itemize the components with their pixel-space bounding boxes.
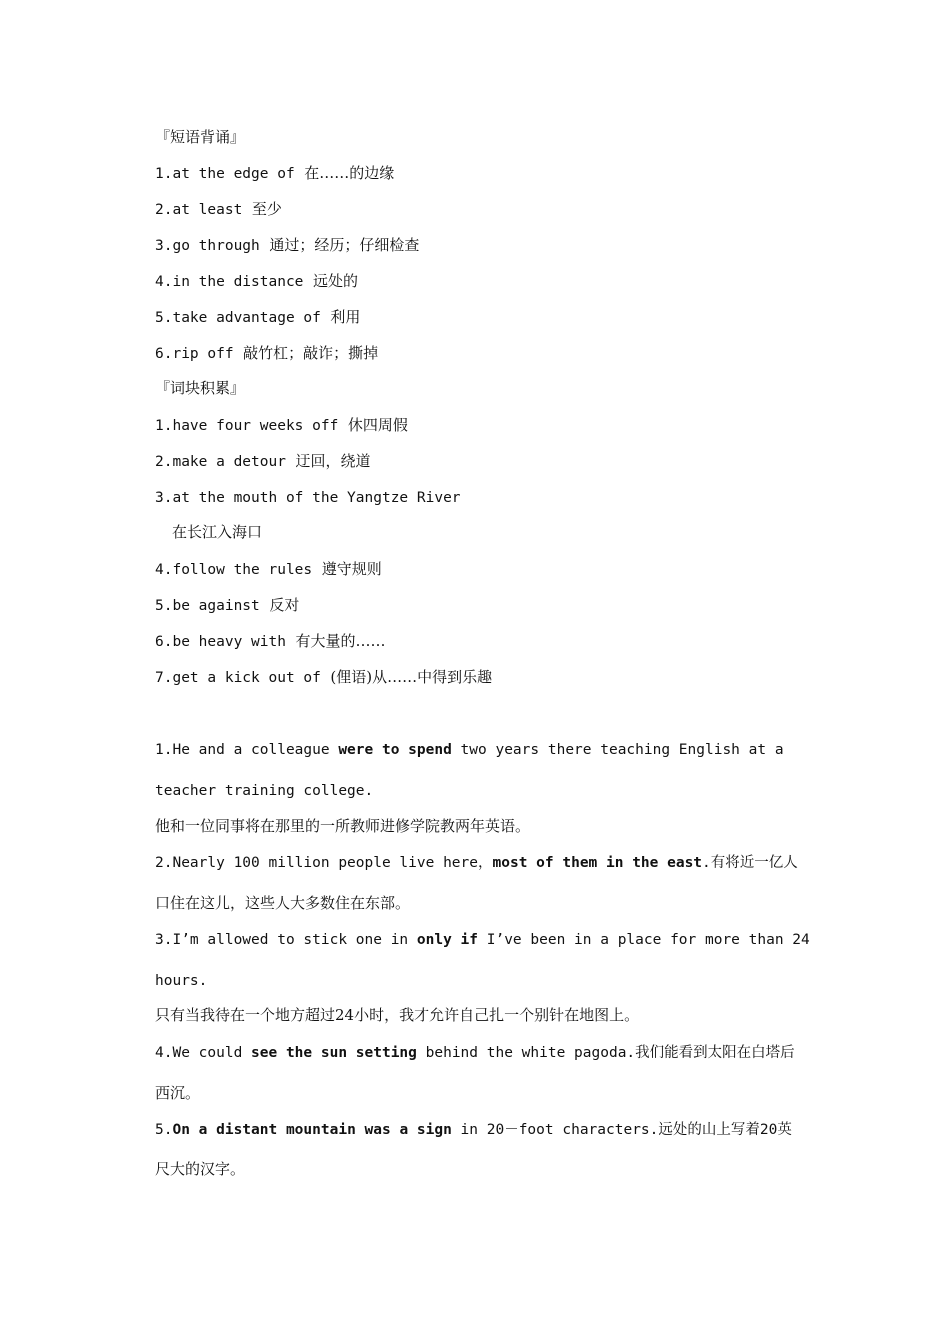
sentence-line (155, 851, 815, 874)
sentence-text: I’ve been in a place for more than 24 (478, 932, 810, 948)
phrase-english: 3.go through (155, 238, 260, 254)
chunk-english: 7.get a kick out of (155, 670, 321, 686)
sentence-text: behind the white pagoda.我们能看到太阳在白塔后 (416, 1045, 795, 1061)
sentence-key-phrase: were to spend (338, 742, 452, 758)
phrase-item (155, 270, 815, 293)
sentence-text: in 20－foot characters.远处的山上写着20英 (451, 1122, 792, 1138)
phrase-item (155, 306, 815, 329)
chunk-item (155, 558, 815, 581)
sentence-key-phrase: only if (416, 932, 479, 948)
sentence-text: two years there teaching English at a (451, 742, 784, 758)
chunk-chinese: 迂回，绕道 (295, 452, 371, 470)
chunk-english: 3.at the mouth of the Yangtze River (155, 490, 461, 506)
sentence-line (155, 1041, 815, 1064)
phrase-english: 5.take advantage of (155, 310, 321, 326)
phrase-chinese: 在……的边缘 (304, 164, 395, 182)
sentence-line (155, 928, 815, 951)
sentence-key-phrase: On a distant mountain was a sign (172, 1122, 452, 1138)
sentence-translation (155, 1004, 815, 1026)
phrase-chinese: 至少 (251, 200, 282, 218)
chunk-english: 1.have four weeks off (155, 418, 339, 434)
phrase-item (155, 342, 815, 365)
sentence-translation (155, 815, 815, 837)
chunk-english: 5.be against (155, 598, 260, 614)
phrase-chinese: 远处的 (312, 272, 358, 290)
sentence-text: teacher training college. (155, 783, 374, 799)
chunk-chinese: (俚语)从……中得到乐趣 (330, 668, 493, 686)
chunk-chinese: 休四周假 (347, 416, 408, 434)
phrase-item (155, 234, 815, 257)
phrase-chinese: 利用 (330, 308, 361, 326)
phrase-english: 6.rip off (155, 346, 234, 362)
phrase-item (155, 162, 815, 185)
chunk-item (155, 486, 815, 509)
sentence-chinese: 只有当我待在一个地方超过24小时，我才允许自己扎一个别针在地图上。 (155, 1006, 640, 1024)
phrase-section-heading: 『短语背诵』 (155, 128, 246, 146)
sentence-line (155, 738, 815, 761)
chunk-chinese: 反对 (269, 596, 300, 614)
chunk-chinese: 在长江入海口 (172, 523, 263, 541)
phrase-english: 1.at the edge of (155, 166, 295, 182)
chunk-item (155, 414, 815, 437)
sentence-text: 4.We could (155, 1045, 252, 1061)
phrase-chinese: 通过；经历；仔细检查 (269, 236, 420, 254)
sentence-key-phrase: see the sun setting (251, 1045, 417, 1061)
sentence-chinese: 尺大的汉字。 (155, 1160, 246, 1178)
phrase-item (155, 198, 815, 221)
chunk-chinese: 有大量的…… (295, 632, 386, 650)
sentence-text: 5. (155, 1122, 173, 1138)
chunk-item (155, 630, 815, 653)
phrase-english: 4.in the distance (155, 274, 304, 290)
sentence-line (155, 779, 815, 802)
chunk-item (155, 450, 815, 473)
sentence-text: 1.He and a colleague (155, 742, 339, 758)
chunk-item-translation (172, 521, 832, 543)
sentence-text: hours. (155, 973, 208, 989)
sentence-chinese: 口住在这儿，这些人大多数住在东部。 (155, 894, 411, 912)
sentence-chinese: 他和一位同事将在那里的一所教师进修学院教两年英语。 (155, 817, 531, 835)
chunk-item (155, 666, 815, 689)
chunk-english: 6.be heavy with (155, 634, 286, 650)
sentence-line (155, 1082, 815, 1104)
chunk-section-heading: 『词块积累』 (155, 379, 246, 397)
sentence-line (155, 892, 815, 914)
sentence-text: 3.I’m allowed to stick one in (155, 932, 417, 948)
sentence-line (155, 1118, 815, 1141)
sentence-key-phrase: most of them in the east (492, 855, 703, 871)
sentence-line (155, 1158, 815, 1180)
phrase-chinese: 敲竹杠；敲诈；撕掉 (243, 344, 379, 362)
sentence-text: 2.Nearly 100 million people live here， (155, 855, 493, 871)
chunk-item (155, 594, 815, 617)
sentence-line (155, 969, 815, 992)
chunk-chinese: 遵守规则 (321, 560, 382, 578)
chunk-english: 2.make a detour (155, 454, 286, 470)
sentence-chinese: 西沉。 (155, 1084, 201, 1102)
phrase-english: 2.at least (155, 202, 243, 218)
chunk-english: 4.follow the rules (155, 562, 313, 578)
sentence-text: .有将近一亿人 (702, 855, 798, 871)
